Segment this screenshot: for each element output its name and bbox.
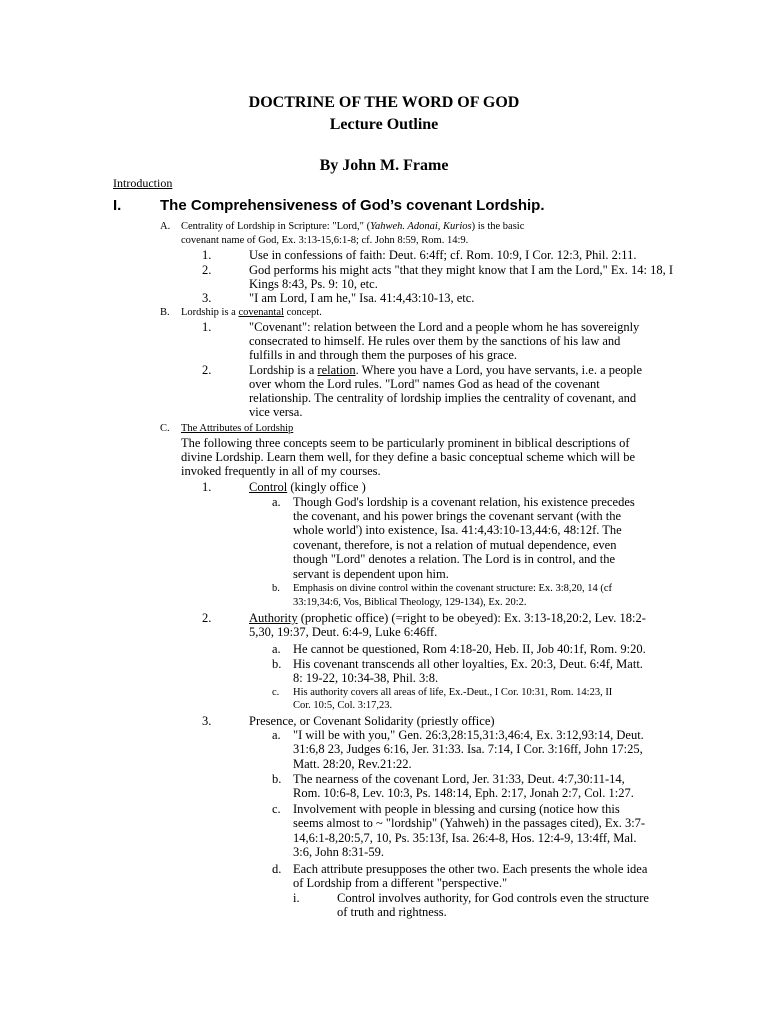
item-c2-num: 2. xyxy=(202,611,212,625)
item-c3-line-1: Presence, or Covenant Solidarity (priestly office) xyxy=(249,714,495,728)
item-c3b-label: b. xyxy=(272,772,282,786)
item-c1a-label: a. xyxy=(272,495,281,509)
item-c1a-line-4: covenant, therefore, is not a relation of mutual dependence, even xyxy=(293,538,617,552)
item-c2b-line-1: His covenant transcends all other loyalties, Ex. 20:3, Deut. 6:4f, Matt. xyxy=(293,657,643,671)
item-c1-num: 1. xyxy=(202,480,212,494)
item-c2b-label: b. xyxy=(272,657,282,671)
item-c1a-line-1: Though God's lordship is a covenant relation, his existence precedes xyxy=(293,495,635,509)
document-author: By John M. Frame xyxy=(319,157,449,174)
item-c2c-label: c. xyxy=(272,687,280,698)
introduction-heading: Introduction xyxy=(113,176,173,190)
item-b-line-1: Lordship is a covenantal concept. xyxy=(181,307,322,318)
item-c3-num: 3. xyxy=(202,714,212,728)
item-c1a-line-2: the covenant, and his power brings the covenant servant (with the xyxy=(293,509,622,523)
item-c3a-label: a. xyxy=(272,728,281,742)
item-b2-line-1: Lordship is a relation. Where you have a Lord, you have servants, i.e. a people xyxy=(249,363,643,377)
item-c3a-line-1: "I will be with you," Gen. 26:3,28:15,31:3,46:4, Ex. 3:12,93:14, Deut. xyxy=(293,728,644,742)
item-c3a-line-2: 31:6,8 23, Judges 6:16, Jer. 31:33. Isa. 7:14, I Cor. 3:16ff, John 17:25, xyxy=(293,742,643,756)
section-title: The Comprehensiveness of God’s covenant Lordship. xyxy=(160,197,545,214)
item-c3d-label: d. xyxy=(272,862,282,876)
item-c3c-line-4: 3:6, John 8:31-59. xyxy=(293,845,384,859)
item-c3c-line-2: seems almost to ~ "lordship" (Yahweh) in the passages cited), Ex. 3:7- xyxy=(293,816,646,830)
item-c3i-line-2: of truth and rightness. xyxy=(337,905,447,919)
item-c-intro-line-1: The following three concepts seem to be particularly prominent in biblical descriptions of xyxy=(181,436,630,450)
item-c3b-line-2: Rom. 10:6-8, Lev. 10:3, Ps. 148:14, Eph. 2:17, Jonah 2:7, Col. 1:27. xyxy=(293,786,634,800)
item-c1b-label: b. xyxy=(272,583,280,594)
item-c2-line-2: 5,30, 19:37, Deut. 6:4-9, Luke 6:46ff. xyxy=(249,625,438,639)
item-b2-line-4: vice versa. xyxy=(249,405,303,419)
item-c1a-line-5: though "Lord" denotes a relation. The Lord is in control, and the xyxy=(293,552,616,566)
item-a1-num: 1. xyxy=(202,248,212,262)
item-c-intro-line-3: invoked frequently in all of my courses. xyxy=(181,464,381,478)
item-a3-num: 3. xyxy=(202,291,212,305)
item-c3i-label: i. xyxy=(293,891,300,905)
item-a-line-1: Centrality of Lordship in Scripture: "Lord," (Yahweh. Adonai, Kurios) is the basic xyxy=(181,221,525,232)
item-c2a-line-1: He cannot be questioned, Rom 4:18-20, Heb. II, Job 40:1f, Rom. 9:20. xyxy=(293,642,646,656)
item-c3i-line-1: Control involves authority, for God controls even the structure xyxy=(337,891,649,905)
item-c3b-line-1: The nearness of the covenant Lord, Jer. 31:33, Deut. 4:7,30:11-14, xyxy=(293,772,625,786)
item-c-label: C. xyxy=(160,423,170,434)
item-b1-line-1: "Covenant": relation between the Lord and a people whom he has sovereignly xyxy=(249,320,640,334)
section-number: I. xyxy=(113,197,122,214)
item-c3c-label: c. xyxy=(272,802,281,816)
item-a3-line-1: "I am Lord, I am he," Isa. 41:4,43:10-13, etc. xyxy=(249,291,475,305)
item-c3a-line-3: Matt. 28:20, Rev.21:22. xyxy=(293,757,412,771)
item-b2-line-2: over whom the Lord rules. "Lord" names God as head of the covenant xyxy=(249,377,600,391)
item-c3d-line-2: of Lordship from a different "perspective." xyxy=(293,876,508,890)
item-c1a-line-3: whole world') into existence, Isa. 41:4,43:10-13,44:6, 48:12f. The xyxy=(293,523,622,537)
item-a-line-2: covenant name of God, Ex. 3:13-15,6:1-8; cf. John 8:59, Rom. 14:9. xyxy=(181,235,469,246)
item-a2-line-1: God performs his might acts "that they might know that I am the Lord," Ex. 14: 18, I xyxy=(249,263,674,277)
item-c1b-line-1: Emphasis on divine control within the covenant structure: Ex. 3:8,20, 14 (cf xyxy=(293,583,613,594)
document-title: DOCTRINE OF THE WORD OF GOD xyxy=(248,94,520,111)
item-b-label: B. xyxy=(160,307,170,318)
item-c1b-line-2: 33:19,34:6, Vos, Biblical Theology, 129-134), Ex. 20:2. xyxy=(293,597,527,608)
item-c3d-line-1: Each attribute presupposes the other two. Each presents the whole idea xyxy=(293,862,648,876)
item-b1-line-2: consecrated to himself. He rules over them by the sanctions of his law and xyxy=(249,334,621,348)
item-c2b-line-2: 8: 19-22, 10:34-38, Phil. 3:8. xyxy=(293,671,439,685)
item-b2-line-3: relationship. The centrality of lordship implies the centrality of covenant, and xyxy=(249,391,637,405)
item-a1-line-1: Use in confessions of faith: Deut. 6:4ff; cf. Rom. 10:9, I Cor. 12:3, Phil. 2:11. xyxy=(249,248,637,262)
item-c3c-line-3: 14,6:1-8,20:5,7, 10, Ps. 35:13f, Isa. 26:4-8, Hos. 12:4-9, 13:4ff, Mal. xyxy=(293,831,637,845)
item-b1-num: 1. xyxy=(202,320,212,334)
item-c3c-line-1: Involvement with people in blessing and cursing (notice how this xyxy=(293,802,620,816)
item-c1a-line-6: servant is dependent upon him. xyxy=(293,567,449,581)
item-b1-line-3: fulfills in and through them the purposes of his grace. xyxy=(249,348,517,362)
item-c-heading: The Attributes of Lordship xyxy=(181,423,294,434)
item-c2-line-1: Authority (prophetic office) (=right to be obeyed): Ex. 3:13-18,20:2, Lev. 18:2- xyxy=(249,611,646,625)
item-c2c-line-2: Cor. 10:5, Col. 3:17,23. xyxy=(293,700,393,711)
item-c2a-label: a. xyxy=(272,642,281,656)
item-a2-num: 2. xyxy=(202,263,212,277)
document-subtitle: Lecture Outline xyxy=(329,116,439,133)
item-c1-line-1: Control (kingly office ) xyxy=(249,480,366,494)
item-c-intro-line-2: divine Lordship. Learn them well, for they define a basic conceptual scheme which will be xyxy=(181,450,636,464)
item-c2c-line-1: His authority covers all areas of life, Ex.-Deut., I Cor. 10:31, Rom. 14:23, II xyxy=(293,687,613,698)
item-a2-line-2: Kings 8:43, Ps. 9: 10, etc. xyxy=(249,277,378,291)
item-b2-num: 2. xyxy=(202,363,212,377)
item-a-label: A. xyxy=(160,221,171,232)
